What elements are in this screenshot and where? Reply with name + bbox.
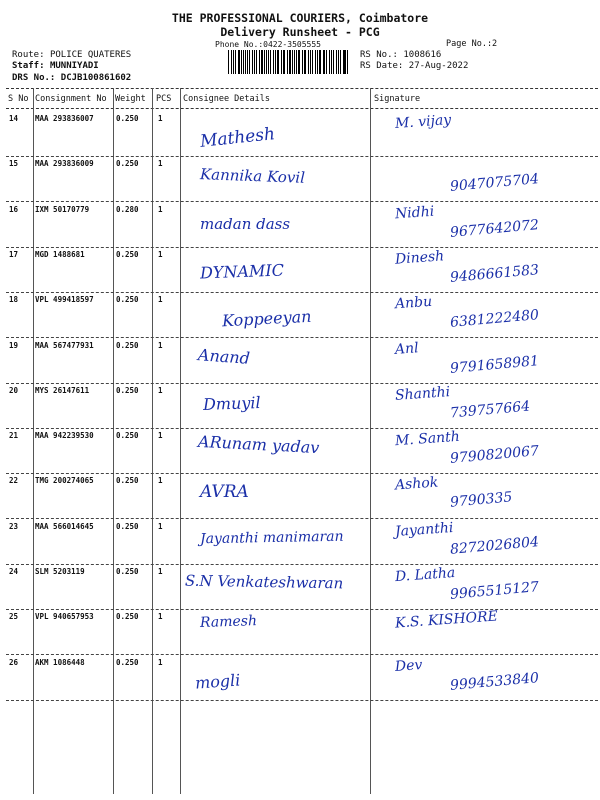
rs-date-value: 27-Aug-2022 [408,61,469,71]
row-consignee-handwritten: Ramesh [199,613,258,632]
row-consignment-no: TMG 200274065 [35,476,94,486]
row-weight: 0.280 [116,204,139,214]
row-consignment-no: MYS 26147611 [35,385,90,395]
row-weight: 0.250 [116,159,139,169]
row-consignment-no: SLM 5203119 [35,567,85,576]
row-sno: 21 [9,431,19,441]
row-consignment-no: MAA 567477931 [35,340,94,350]
table-row [0,339,600,384]
row-signature-handwritten: M. Santh [394,428,461,450]
row-phone-handwritten: 9965515127 [449,579,540,603]
col-pcs: PCS [156,94,172,104]
row-pcs: 1 [158,295,163,305]
row-weight: 0.250 [116,476,139,486]
drs-label: DRS No.: [12,73,56,83]
table-row [0,248,600,293]
row-consignment-no: MAA 566014645 [35,521,94,531]
row-weight: 0.250 [116,340,139,350]
row-sno: 25 [9,612,19,622]
row-phone-handwritten: 9790335 [449,489,513,512]
row-weight: 0.250 [116,385,139,395]
row-signature-handwritten: Nidhi [394,203,435,222]
row-pcs: 1 [158,159,163,169]
row-phone-handwritten: 9791658981 [449,352,540,377]
row-weight: 0.250 [116,249,139,259]
row-consignee-handwritten: mogli [194,670,241,693]
rs-no-value: 1008616 [403,50,442,60]
row-pcs: 1 [158,431,163,441]
row-sno: 19 [9,340,19,350]
row-weight: 0.250 [116,567,139,576]
row-sno: 24 [9,567,19,576]
table-row [0,520,600,565]
table-row [0,384,600,429]
row-consignee-handwritten: madan dass [200,214,291,233]
row-consignment-no: MAA 293836007 [35,114,94,123]
col-signature: Signature [374,94,421,104]
barcode [228,50,350,74]
row-phone-handwritten: 739757664 [449,398,531,422]
row-pcs: 1 [158,521,163,531]
row-pcs: 1 [158,567,163,576]
row-sno: 14 [9,114,19,123]
row-sno: 17 [9,249,19,259]
row-consignment-no: VPL 940657953 [35,612,94,622]
row-consignment-no: AKM 1086448 [35,657,85,667]
row-signature-handwritten: Shanthi [394,383,451,404]
row-consignee-handwritten: Anand [197,344,251,368]
row-consignee-handwritten: Kannika Kovil [199,165,306,188]
route-field [12,50,131,60]
row-weight: 0.250 [116,431,139,441]
row-signature-handwritten: Jayanthi [394,519,454,540]
row-consignee-handwritten: DYNAMIC [199,260,285,283]
row-signature-handwritten: Dinesh [394,248,445,268]
row-sno: 16 [9,204,19,214]
row-weight: 0.250 [116,521,139,531]
col-weight: Weight [115,94,146,104]
row-signature-handwritten: K.S. KISHORE [394,608,499,632]
table-row [0,203,600,248]
rs-no-label: RS No.: [360,50,398,60]
row-phone-handwritten: 9994533840 [449,669,540,694]
rs-date-label: RS Date: [360,61,404,71]
staff-value: MUNNIYADI [49,61,99,71]
row-sno: 20 [9,385,19,395]
row-sno: 23 [9,521,19,531]
row-weight: 0.250 [116,612,139,622]
drs-value: DCJB100861602 [60,73,132,83]
row-signature-handwritten: D. Latha [394,564,456,586]
row-signature-handwritten: Ashok [394,474,439,494]
table-row [0,157,600,202]
header-divider-bottom [6,108,598,109]
table-row [0,565,600,610]
row-signature-handwritten: Dev [394,656,423,675]
route-label: Route: [12,50,45,60]
row-pcs: 1 [158,612,163,622]
row-weight: 0.250 [116,657,139,667]
row-consignee-handwritten: Koppeeyan [221,306,312,331]
row-consignee-handwritten: Jayanthi manimaran [199,528,344,547]
table-row [0,429,600,474]
row-consignment-no: MAA 293836009 [35,159,94,169]
row-phone-handwritten: 8272026804 [449,533,540,558]
row-phone-handwritten: 9790820067 [449,443,540,467]
row-phone-handwritten: 6381222480 [449,307,540,332]
row-pcs: 1 [158,114,163,123]
page-number: Page No.:2 [446,39,498,49]
rs-date-field [360,61,468,71]
col-consignee: Consignee Details [183,94,270,104]
runsheet-subtitle: Delivery Runsheet - PCG [220,25,380,39]
row-sno: 15 [9,159,19,169]
row-consignment-no: MGD 1488681 [35,249,85,259]
table-row [0,474,600,519]
row-signature-handwritten: M. vijay [394,112,452,132]
row-sno: 26 [9,657,19,667]
row-pcs: 1 [158,385,163,395]
row-phone-handwritten: 9047075704 [449,171,540,196]
rs-no-field [360,50,441,60]
row-sno: 18 [9,295,19,305]
row-sno: 22 [9,476,19,486]
table-row [0,610,600,655]
row-consignee-handwritten: S.N Venkateshwaran [184,571,344,593]
row-consignee-handwritten: ARunam yadav [197,431,320,458]
col-consignment: Consignment No [35,94,107,104]
row-consignment-no: IXM 50170779 [35,204,90,214]
header-divider-top [6,88,598,89]
row-pcs: 1 [158,204,163,214]
table-row [0,656,600,701]
table-row [0,293,600,338]
row-phone-handwritten: 9677642072 [449,216,540,241]
route-value: POLICE QUATERES [49,50,132,60]
row-consignment-no: MAA 942239530 [35,431,94,441]
row-consignee-handwritten: Dmuyil [202,392,261,414]
drs-field [12,73,131,83]
row-signature-handwritten: Anbu [394,293,433,313]
row-signature-handwritten: Anl [394,339,420,358]
row-phone-handwritten: 9486661583 [449,262,540,286]
phone-number: Phone No.:0422-3505555 [215,40,321,49]
row-weight: 0.250 [116,114,139,123]
staff-field [12,61,99,71]
row-pcs: 1 [158,340,163,350]
staff-label: Staff: [12,61,45,71]
row-pcs: 1 [158,657,163,667]
row-consignment-no: VPL 499418597 [35,295,94,305]
row-weight: 0.250 [116,295,139,305]
row-pcs: 1 [158,476,163,486]
row-consignee-handwritten: Mathesh [199,124,276,152]
table-row [0,112,600,157]
row-divider [6,700,598,701]
company-title: THE PROFESSIONAL COURIERS, Coimbatore [171,11,429,25]
row-consignee-handwritten: AVRA [200,482,249,503]
col-sno: S No [8,94,29,104]
row-pcs: 1 [158,249,163,259]
